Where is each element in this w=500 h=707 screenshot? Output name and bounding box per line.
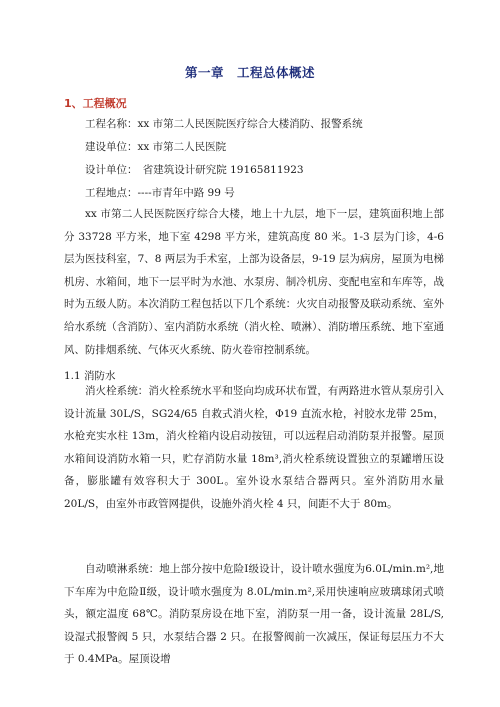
- subsection-heading: 1.1 消防水: [64, 370, 116, 382]
- section-heading: 1、工程概况: [64, 97, 127, 110]
- builder-line: 建设单位：xx 市第二人民医院: [85, 141, 227, 153]
- hydrant-paragraph: 消火栓系统：消火栓系统水平和竖向均成环状布置，有两路进水管从泵房引入设计流量 30L/S，SG24/65 自救式消火栓，Φ19 直流水枪，衬胶水龙带 25m，水枪充实水柱 13m，消火栓箱内设启动按钮，可以远程启动消防泵并报警。屋顶水箱间设消防水箱一只，贮存消防水量 18m³,消火栓系统设置独立的泵罐增压设备，膨胀罐有效容积大于 300L。室外设水泵结合器两只。室外消防用水量 20L/S，由室外市政管网提供，设施外消火栓 4 只，间距不大于 80m。: [64, 385, 444, 510]
- sprinkler-paragraph: 自动喷淋系统：地上部分按中危险Ⅰ级设计，设计喷水强度为6.0L/min.m²,地下车库为中危险Ⅱ级，设计喷水强度为 8.0L/min.m²,采用快速响应玻璃球闭式喷头，额定温度 68℃。消防泵房设在地下室，消防泵一用一备，设计流量 28L/S,设湿式报警阀 5 只，水泵结合器 2 只。在报警阀前一次减压，保证每层压力不大于 0.4MPa。屋顶设增: [64, 563, 444, 666]
- location-line: 工程地点：----市青年中路 99 号: [85, 187, 235, 199]
- overview-paragraph: xx 市第二人民医院医疗综合大楼，地上十九层，地下一层，建筑面积地上部分 33728 平方米，地下室 4298 平方米，建筑高度 80 米。1-3 层为门诊，4-6 层为医技科室，7、8 两层为手术室，上部为设备层，9-19 层为病房，屋顶为电梯机房、水箱间，地下一层平时为水池、水泵房、制冷机房、变配电室和车库等，战时为五级人防。本次消防工程包括以下几个系统：火灾自动报警及联动系统、室外给水系统（含消防）、室内消防水系统（消火栓、喷淋）、消防增压系统、地下室通风、防排烟系统、气体灭火系统、防火卷帘控制系统。: [64, 208, 444, 356]
- chapter-title: 第一章 工程总体概述: [184, 65, 315, 80]
- designer-line: 设计单位： 省建筑设计研究院 19165811923: [85, 164, 304, 176]
- project-name-line: 工程名称：xx 市第二人民医院医疗综合大楼消防、报警系统: [85, 118, 363, 130]
